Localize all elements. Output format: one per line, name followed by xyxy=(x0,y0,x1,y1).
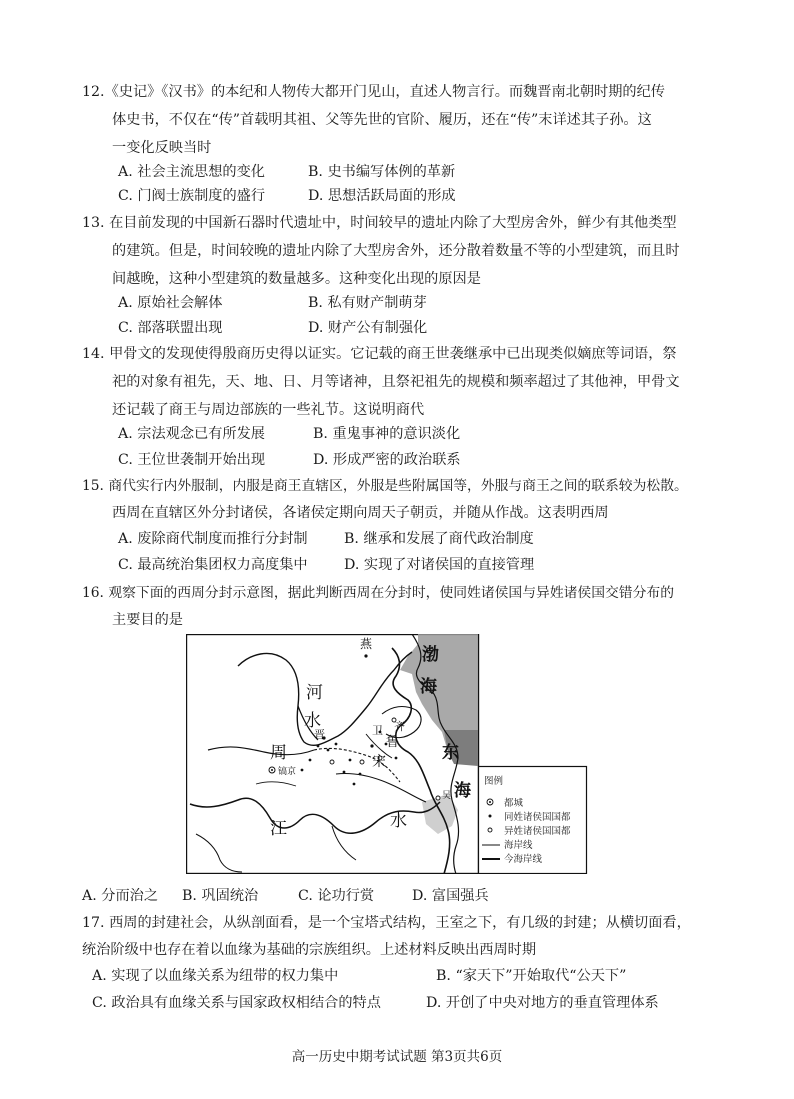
map-label-bohai-1: 渤 xyxy=(422,645,439,665)
page-footer: 高一历史中期考试试题 第3页共6页 xyxy=(291,1049,503,1065)
map-label-dong: 东 xyxy=(442,743,459,763)
q17-option-d: D. 开创了中央对地方的垂直管理体系 xyxy=(426,995,659,1011)
q16-option-b: B. 巩固统治 xyxy=(182,888,259,904)
map-label-jin: 晋 xyxy=(314,728,325,741)
map-label-he: 河 xyxy=(306,683,323,703)
map-label-jiang: 江 xyxy=(270,819,287,839)
legend-same-surname-icon xyxy=(489,815,492,818)
map-label-wei: 卫 xyxy=(372,724,383,737)
map-label-hai: 海 xyxy=(454,781,471,801)
map-label-bohai-2: 海 xyxy=(420,677,437,697)
legend-coastline: 海岸线 xyxy=(504,840,533,851)
q15-line-2: 西周在直辖区外分封诸侯，各诸侯定期向周天子朝贡，并随从作战。这表明西周 xyxy=(112,505,609,521)
q17-line-1: 17. 西周的封建社会，从纵剖面看，是一个宝塔式结构，王室之下，有几级的封建；从横切面看， xyxy=(82,915,691,931)
q14-line-2: 祀的对象有祖先，天、地、日、月等诸神，且祭祀祖先的规模和频率超过了其他神，甲骨文 xyxy=(112,374,680,390)
q16-option-a: A. 分而治之 xyxy=(82,888,159,904)
q15-option-d: D. 实现了对诸侯国的直接管理 xyxy=(344,557,535,573)
q16-option-d: D. 富国强兵 xyxy=(412,888,489,904)
q12-option-d: D. 思想活跃局面的形成 xyxy=(308,188,456,204)
q16-line-1: 16. 观察下面的西周分封示意图，据此判断西周在分封时，使同姓诸侯国与异姓诸侯国交错分布的 xyxy=(82,585,674,601)
q16-line-2: 主要目的是 xyxy=(112,612,183,628)
q13-line-3: 间越晚，这种小型建筑的数量越多。这种变化出现的原因是 xyxy=(112,271,481,287)
q12-line-1: 12.《史记》《汉书》的本纪和人物传大都开门见山，直述人物言行。而魏晋南北朝时期的纪传 xyxy=(82,84,665,100)
q13-option-d: D. 财产公有制强化 xyxy=(308,320,428,336)
map-label-qi: 齐 xyxy=(394,720,405,733)
q12-option-c: C. 门阀士族制度的盛行 xyxy=(118,188,266,204)
q12-line-2: 体史书，不仅在“传”首载明其祖、父等先世的官阶、履历，还在“传”末详述其子孙。这 xyxy=(112,112,652,128)
q14-option-c: C. 王位世袭制开始出现 xyxy=(118,452,266,468)
map-label-song: 宋 xyxy=(372,754,386,770)
map-label-zhou: 周 xyxy=(270,743,287,763)
q14-line-1: 14. 甲骨文的发现使得殷商历史得以证实。它记载的商王世袭继承中已出现类似嫡庶等词语，祭 xyxy=(82,346,677,362)
q13-line-1: 13. 在目前发现的中国新石器时代遗址中，时间较早的遗址内除了大型房舍外，鲜少有其他类型 xyxy=(82,215,677,231)
map-label-shui-2: 水 xyxy=(390,811,407,831)
q13-option-c: C. 部落联盟出现 xyxy=(118,320,223,336)
q12-option-a: A. 社会主流思想的变化 xyxy=(118,164,265,180)
legend-diff-surname: 异姓诸侯国国都 xyxy=(504,826,571,837)
map-label-yan: 燕 xyxy=(360,637,373,651)
q17-option-b: B. “家天下”开始取代“公天下” xyxy=(436,968,627,984)
q14-option-d: D. 形成严密的政治联系 xyxy=(313,452,461,468)
q12-line-3: 一变化反映当时 xyxy=(112,140,212,156)
q15-line-1: 15. 商代实行内外服制，内服是商王直辖区，外服是些附属国等，外服与商王之间的联系较为松散。 xyxy=(82,478,688,494)
legend-modern-coastline: 今海岸线 xyxy=(504,854,543,865)
q16-option-c: C. 论功行赏 xyxy=(298,888,375,904)
q13-line-2: 的建筑。但是，时间较晚的遗址内除了大型房舍外，还分散着数量不等的小型建筑，而且时 xyxy=(112,243,680,259)
western-zhou-enfeoffment-map xyxy=(186,634,588,874)
legend-capital: 都城 xyxy=(504,798,524,809)
q14-option-b: B. 重鬼事神的意识淡化 xyxy=(313,426,461,442)
q14-option-a: A. 宗法观念已有所发展 xyxy=(118,426,265,442)
q17-line-2: 统治阶级中也存在着以血缘为基础的宗族组织。上述材料反映出西周时期 xyxy=(82,942,537,958)
legend-same-surname: 同姓诸侯国国都 xyxy=(504,812,571,823)
q17-option-c: C. 政治具有血缘关系与国家政权相结合的特点 xyxy=(92,995,381,1011)
q15-option-c: C. 最高统治集团权力高度集中 xyxy=(118,557,308,573)
legend-diff-surname-icon xyxy=(488,828,492,832)
legend-title: 图例 xyxy=(484,776,504,787)
map-legend xyxy=(479,767,587,874)
q12-option-b: B. 史书编写体例的革新 xyxy=(308,164,456,180)
map-label-shui-1: 水 xyxy=(304,711,321,731)
map-label-haojing: 镐京 xyxy=(278,767,297,777)
q17-option-a: A. 实现了以血缘关系为纽带的权力集中 xyxy=(92,968,339,984)
q15-option-b: B. 继承和发展了商代政治制度 xyxy=(344,531,534,547)
q13-option-a: A. 原始社会解体 xyxy=(118,295,223,311)
map-label-lu: 鲁 xyxy=(386,735,400,750)
q13-option-b: B. 私有财产制萌芽 xyxy=(308,295,427,311)
map-label-wu: 吴 xyxy=(442,791,452,801)
q15-option-a: A. 废除商代制度而推行分封制 xyxy=(118,531,308,547)
q14-line-3: 还记载了商王与周边部族的一些礼节。这说明商代 xyxy=(112,402,425,418)
